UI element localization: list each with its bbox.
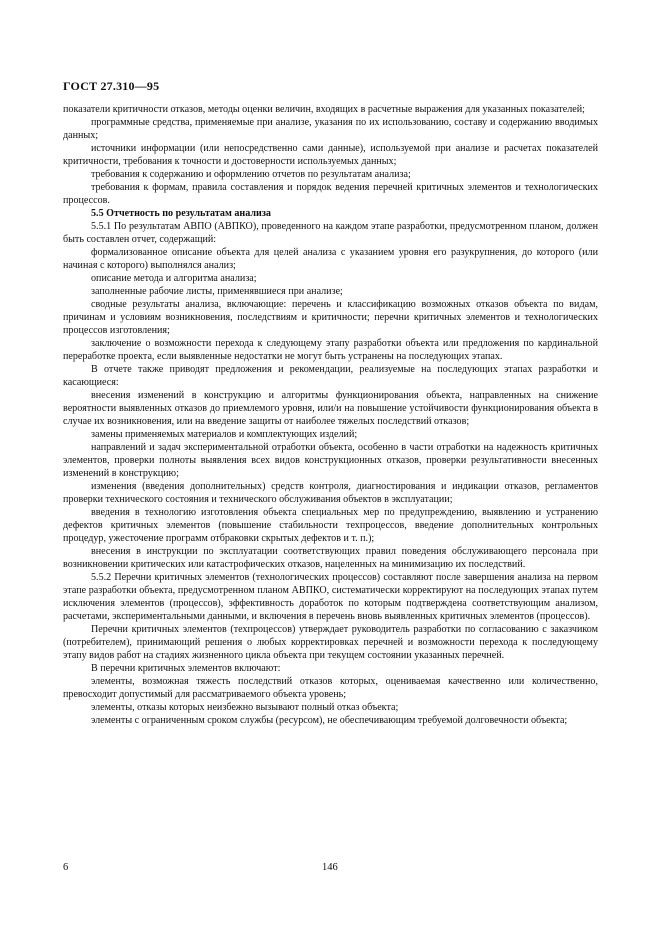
sheet-number: 146 (322, 862, 338, 873)
paragraph: требования к формам, правила составления и порядок ведения перечней критичных элементов и технологических процессов. (63, 182, 598, 206)
paragraph: заполненные рабочие листы, применявшиеся при анализе; (91, 286, 343, 297)
paragraph: Перечни критичных элементов (техпроцессов) утверждает руководитель разработки по согласованию с заказчиком (потребителем), принимающий решения о любых корректировках перечней и возможности перехода к последующему этапу видов работ на стадиях жизненного цикла объекта при текущем состоянии указанных перечней. (63, 624, 598, 661)
paragraph: элементы, возможная тяжесть последствий отказов которых, оцениваемая качественно или количественно, превосходит допустимый для рассматриваемого объекта уровень; (63, 676, 598, 700)
paragraph: элементы с ограниченным сроком службы (ресурсом), не обеспечивающим требуемой долговечности объекта; (91, 715, 568, 726)
paragraph: сводные результаты анализа, включающие: перечень и классификацию возможных отказов объекта по видам, причинам и условиям возникновения, последствиям и критичности; перечни критичных элементов и технологических процессов изготовления; (63, 299, 598, 336)
paragraph: требования к содержанию и оформлению отчетов по результатам анализа; (91, 169, 411, 180)
page-number: 6 (63, 862, 69, 873)
paragraph: введения в технологию изготовления объекта специальных мер по предупреждению, выявлению и устранению дефектов критичных элементов (повышение стабильности техпроцессов, введение дополнительных контрольных процедур, ужесточение программ отбраковки скрытых дефектов и т. п.); (63, 507, 598, 544)
paragraph: заключение о возможности перехода к следующему этапу разработки объекта или предложения по кардинальной переработке проекта, если выявленные недостатки не могут быть устранены на последующих этапах. (63, 338, 598, 362)
paragraph: внесения изменений в конструкцию и алгоритмы функционирования объекта, направленных на снижение вероятности выявленных отказов до приемлемого уровня, или/и на повышение устойчивости функционирования объекта в случае их возникновения, или на введение защиты от наиболее тяжелых последствий отказов; (63, 390, 598, 427)
paragraph: показатели критичности отказов, методы оценки величин, входящих в расчетные выражения для указанных показателей; (63, 104, 585, 115)
paragraph: описание метода и алгоритма анализа; (91, 273, 257, 284)
paragraph: В перечни критичных элементов включают: (91, 663, 281, 674)
paragraph: программные средства, применяемые при анализе, указания по их использованию, составу и содержанию вводимых данных; (63, 117, 598, 141)
standard-code-header: ГОСТ 27.310—95 (63, 79, 160, 93)
paragraph: замены применяемых материалов и комплектующих изделий; (91, 429, 358, 440)
paragraph: формализованное описание объекта для целей анализа с указанием уровня его разукрупнения, до которого (или начиная с которого) выполнялся анализ; (63, 247, 598, 271)
paragraph: изменения (введения дополнительных) средств контроля, диагностирования и индикации отказов, регламентов проверки технического состояния и технического обслуживания объектов в эксплуатации; (63, 481, 598, 505)
paragraph: направлений и задач экспериментальной отработки объекта, особенно в части отработки на надежность критичных элементов, проверки полноты выявления всех видов конструкционных отказов, проверки результативности внесенных изменений в конструкцию; (63, 442, 598, 479)
paragraph: внесения в инструкции по эксплуатации соответствующих правил поведения обслуживающего персонала при возникновении критических или катастрофических отказов, нацеленных на минимизацию их последствий. (63, 546, 598, 570)
paragraph: источники информации (или непосредственно сами данные), используемой при анализе и расчетах показателей критичности, требования к точности и достоверности используемых данных; (63, 143, 598, 167)
section-heading: 5.5 Отчетность по результатам анализа (91, 208, 271, 219)
document-body (63, 103, 598, 727)
paragraph: элементы, отказы которых неизбежно вызывают полный отказ объекта; (91, 702, 399, 713)
paragraph: В отчете также приводят предложения и рекомендации, реализуемые на последующих этапах разработки и касающиеся: (63, 364, 598, 388)
paragraph: 5.5.2 Перечни критичных элементов (технологических процессов) составляют после завершения анализа на первом этапе разработки объекта, предусмотренном планом АВПКО, систематически корректируют на последующих этапах путем исключения элементов (процессов), эффективность доработок по которым подтверждена соответствующим анализом, расчетами, экспериментальными данными, и включения в перечень вновь выявленных критичных элементов (процессов). (63, 572, 598, 622)
paragraph: 5.5.1 По результатам АВПО (АВПКО), проведенного на каждом этапе разработки, предусмотренном планом, должен быть составлен отчет, содержащий: (63, 221, 598, 245)
